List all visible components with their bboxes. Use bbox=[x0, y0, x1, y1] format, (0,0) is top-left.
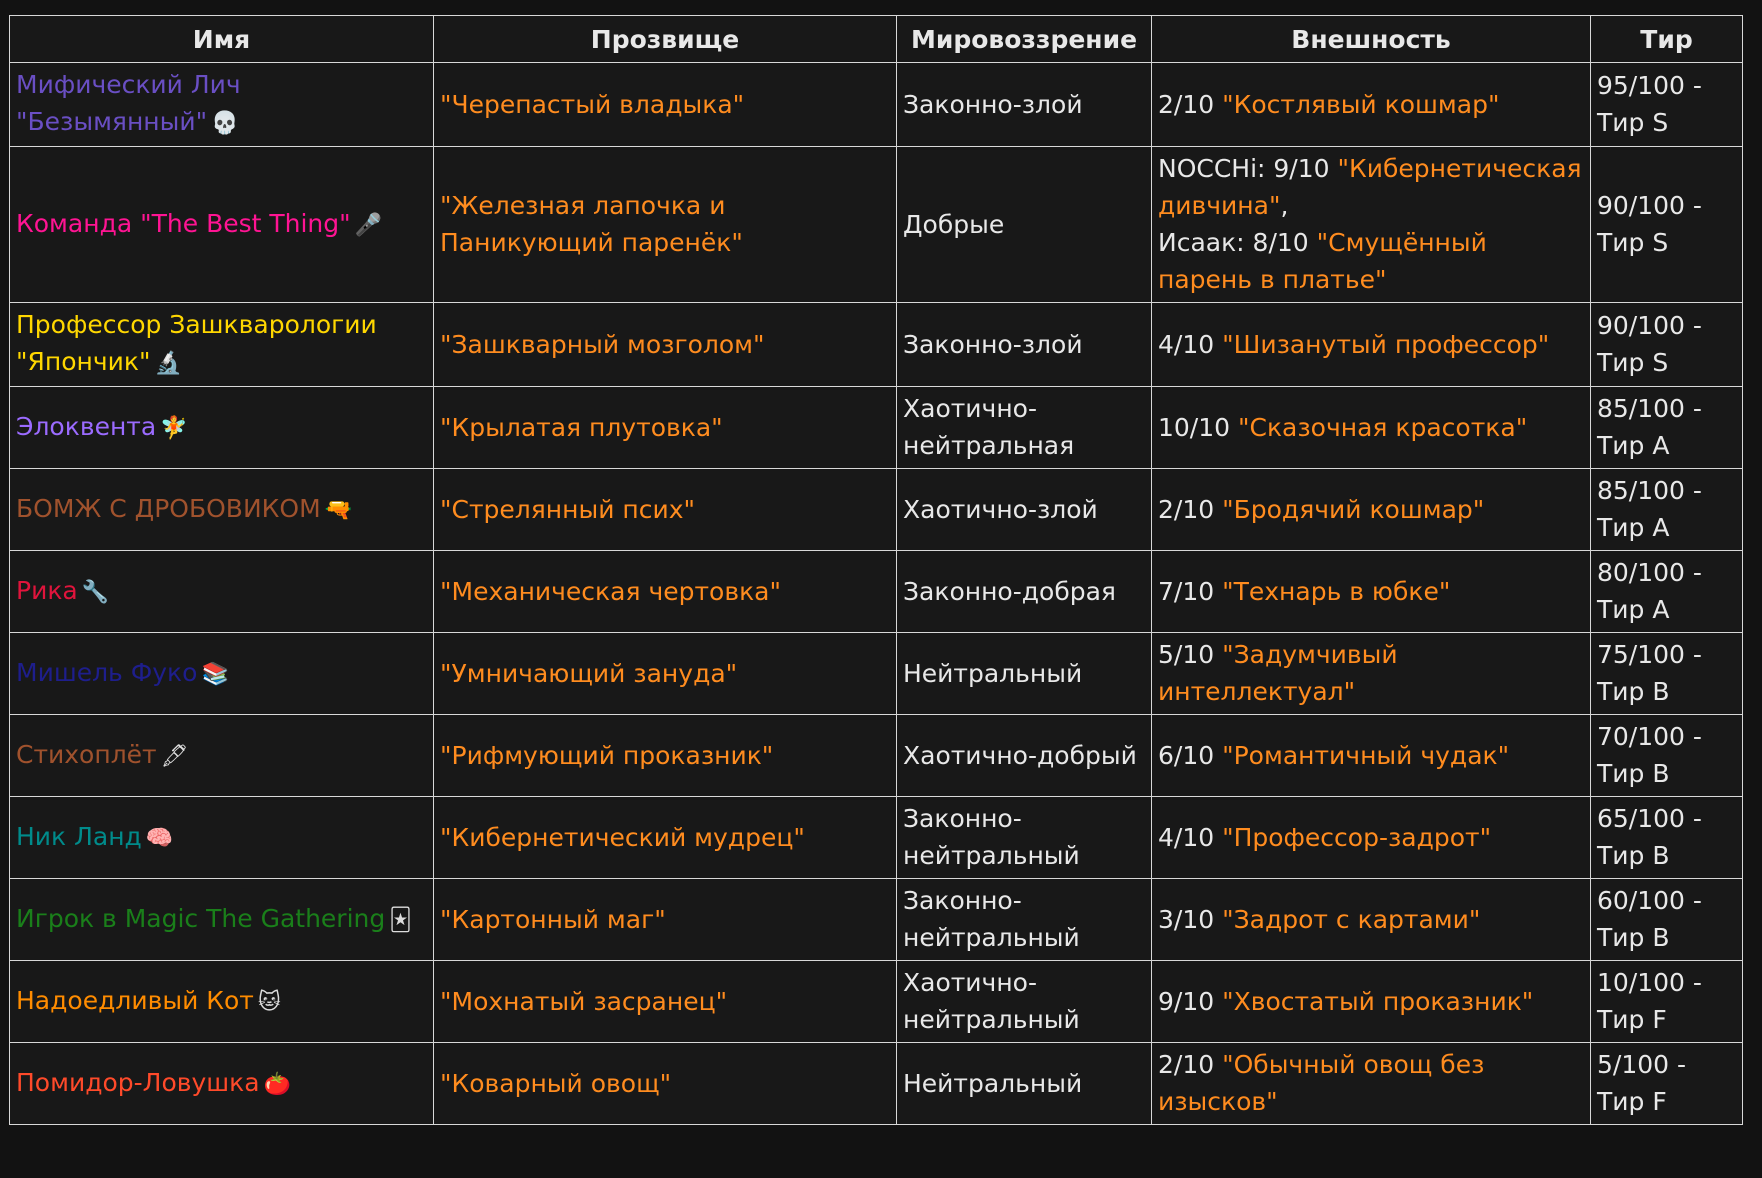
nickname-text: "Умничающий зануда" bbox=[440, 658, 738, 688]
table-row bbox=[10, 797, 1743, 879]
appearance-score: 2/10 bbox=[1158, 494, 1215, 524]
cell-alignment: Законно-злой bbox=[897, 303, 1152, 387]
cell-name bbox=[10, 551, 434, 633]
fairy-icon: 🧚 bbox=[160, 415, 188, 441]
table-row bbox=[10, 715, 1743, 797]
table-row bbox=[10, 879, 1743, 961]
appearance-quote: "Задумчивый интеллектуал" bbox=[1158, 640, 1398, 706]
character-name: Помидор-Ловушка bbox=[16, 1067, 260, 1097]
table-row bbox=[10, 303, 1743, 387]
cell-nickname bbox=[434, 63, 897, 147]
cell-nickname bbox=[434, 387, 897, 469]
nickname-text: "Черепастый владыка" bbox=[440, 89, 745, 119]
appearance-score-2: Исаак: 8/10 bbox=[1158, 228, 1309, 257]
nickname-text: "Зашкварный мозголом" bbox=[440, 329, 765, 359]
appearance-score: 2/10 bbox=[1158, 89, 1215, 119]
appearance-quote: "Бродячий кошмар" bbox=[1222, 494, 1485, 524]
cell-tier: 90/100 - Тир S bbox=[1591, 303, 1743, 387]
cell-name bbox=[10, 633, 434, 715]
cell-name bbox=[10, 303, 434, 387]
cell-alignment: Нейтральный bbox=[897, 1043, 1152, 1125]
table-row bbox=[10, 147, 1743, 303]
header-tier: Тир bbox=[1591, 16, 1743, 63]
cell-alignment: Нейтральный bbox=[897, 633, 1152, 715]
tomato-icon: 🍅 bbox=[263, 1071, 291, 1097]
water-pistol-icon: 🔫 bbox=[324, 497, 353, 523]
appearance-quote: "Костлявый кошмар" bbox=[1222, 89, 1500, 119]
cell-tier: 85/100 - Тир A bbox=[1591, 387, 1743, 469]
character-name: Профессор Зашкварологии "Япончик" bbox=[16, 310, 377, 376]
nickname-text: "Мохнатый засранец" bbox=[440, 986, 728, 1016]
appearance-quote: "Кибернетическая дивчина" bbox=[1158, 154, 1582, 220]
cell-appearance bbox=[1152, 961, 1591, 1043]
cell-nickname bbox=[434, 303, 897, 387]
appearance-score: 10/10 bbox=[1158, 412, 1231, 442]
cell-nickname bbox=[434, 797, 897, 879]
character-tier-table bbox=[9, 15, 1743, 1125]
cell-tier: 80/100 - Тир A bbox=[1591, 551, 1743, 633]
character-name: Мифический Лич "Безымянный" bbox=[16, 70, 241, 136]
cell-alignment: Законно-нейтральный bbox=[897, 879, 1152, 961]
cell-name bbox=[10, 63, 434, 147]
cell-appearance bbox=[1152, 633, 1591, 715]
cell-alignment: Законно-нейтральный bbox=[897, 797, 1152, 879]
header-alignment: Мировоззрение bbox=[897, 16, 1152, 63]
fountain-pen-icon: 🖋 bbox=[160, 743, 189, 769]
cell-appearance bbox=[1152, 715, 1591, 797]
cell-appearance bbox=[1152, 797, 1591, 879]
cell-appearance bbox=[1152, 879, 1591, 961]
cell-alignment: Законно-злой bbox=[897, 63, 1152, 147]
character-name: Ник Ланд bbox=[16, 821, 142, 851]
cell-appearance bbox=[1152, 1043, 1591, 1125]
cell-tier: 85/100 - Тир A bbox=[1591, 469, 1743, 551]
table-row bbox=[10, 633, 1743, 715]
character-name: Мишель Фуко bbox=[16, 657, 198, 687]
cell-name bbox=[10, 469, 434, 551]
table-row bbox=[10, 551, 1743, 633]
appearance-quote: "Шизанутый профессор" bbox=[1222, 329, 1550, 359]
table-row bbox=[10, 63, 1743, 147]
appearance-quote: "Обычный овощ без изысков" bbox=[1158, 1050, 1485, 1116]
microphone-icon: 🎤 bbox=[354, 212, 383, 238]
appearance-quote: "Романтичный чудак" bbox=[1222, 740, 1510, 770]
appearance-score: 4/10 bbox=[1158, 329, 1215, 359]
cell-alignment: Хаотично-злой bbox=[897, 469, 1152, 551]
nickname-text: "Коварный овощ" bbox=[440, 1068, 672, 1098]
nickname-text: "Рифмующий проказник" bbox=[440, 740, 774, 770]
cell-appearance bbox=[1152, 551, 1591, 633]
nickname-text: "Картонный маг" bbox=[440, 904, 666, 934]
appearance-separator: , bbox=[1280, 191, 1289, 220]
appearance-score: 3/10 bbox=[1158, 904, 1215, 934]
playing-card-icon: 🃏 bbox=[389, 907, 412, 933]
cell-nickname bbox=[434, 715, 897, 797]
cell-alignment: Хаотично-нейтральный bbox=[897, 961, 1152, 1043]
cell-name bbox=[10, 961, 434, 1043]
cell-alignment: Добрые bbox=[897, 147, 1152, 303]
cat-face-icon: 🐱 bbox=[257, 989, 281, 1015]
cell-tier: 60/100 - Тир B bbox=[1591, 879, 1743, 961]
appearance-score: 4/10 bbox=[1158, 822, 1215, 852]
nickname-text: "Крылатая плутовка" bbox=[440, 412, 723, 442]
cell-nickname bbox=[434, 469, 897, 551]
appearance-quote-2: "Смущённый парень в платье" bbox=[1158, 228, 1487, 294]
character-name: Рика bbox=[16, 575, 78, 605]
cell-appearance bbox=[1152, 147, 1591, 303]
cell-name bbox=[10, 1043, 434, 1125]
cell-tier: 90/100 - Тир S bbox=[1591, 147, 1743, 303]
character-name: БОМЖ С ДРОБОВИКОМ bbox=[16, 493, 321, 523]
nickname-text: "Железная лапочка и Паникующий паренёк" bbox=[440, 191, 743, 257]
nickname-text: "Механическая чертовка" bbox=[440, 576, 781, 606]
character-name: Надоедливый Кот bbox=[16, 985, 254, 1015]
cell-name bbox=[10, 387, 434, 469]
appearance-quote: "Сказочная красотка" bbox=[1238, 412, 1528, 442]
wrench-icon: 🔧 bbox=[81, 579, 110, 605]
cell-tier: 95/100 - Тир S bbox=[1591, 63, 1743, 147]
table-row bbox=[10, 469, 1743, 551]
cell-alignment: Хаотично-добрый bbox=[897, 715, 1152, 797]
cell-tier: 75/100 - Тир B bbox=[1591, 633, 1743, 715]
character-table-wrapper bbox=[9, 15, 1743, 1125]
cell-tier: 10/100 - Тир F bbox=[1591, 961, 1743, 1043]
skull-icon: 💀 bbox=[211, 111, 239, 136]
cell-nickname bbox=[434, 879, 897, 961]
cell-tier: 5/100 - Тир F bbox=[1591, 1043, 1743, 1125]
appearance-score: 7/10 bbox=[1158, 576, 1215, 606]
appearance-quote: "Хвостатый проказник" bbox=[1222, 986, 1534, 1016]
cell-tier: 65/100 - Тир B bbox=[1591, 797, 1743, 879]
appearance-score: 9/10 bbox=[1158, 986, 1215, 1016]
appearance-score: 5/10 bbox=[1158, 640, 1215, 669]
cell-name bbox=[10, 147, 434, 303]
header-nickname: Прозвище bbox=[434, 16, 897, 63]
appearance-quote: "Задрот с картами" bbox=[1222, 904, 1481, 934]
character-name: Команда "The Best Thing" bbox=[16, 208, 351, 238]
brain-icon: 🧠 bbox=[145, 825, 174, 851]
cell-tier: 70/100 - Тир B bbox=[1591, 715, 1743, 797]
cell-appearance bbox=[1152, 387, 1591, 469]
cell-appearance bbox=[1152, 469, 1591, 551]
table-row bbox=[10, 387, 1743, 469]
cell-nickname bbox=[434, 633, 897, 715]
cell-name bbox=[10, 715, 434, 797]
appearance-score: 6/10 bbox=[1158, 740, 1215, 770]
appearance-quote: "Профессор-задрот" bbox=[1222, 822, 1492, 852]
character-name: Стихоплёт bbox=[16, 739, 157, 769]
cell-appearance bbox=[1152, 303, 1591, 387]
header-name: Имя bbox=[10, 16, 434, 63]
microscope-icon: 🔬 bbox=[154, 351, 182, 376]
nickname-text: "Кибернетический мудрец" bbox=[440, 822, 805, 852]
header-row bbox=[10, 16, 1743, 63]
table-row bbox=[10, 1043, 1743, 1125]
cell-name bbox=[10, 879, 434, 961]
header-appearance: Внешность bbox=[1152, 16, 1591, 63]
cell-name bbox=[10, 797, 434, 879]
character-name: Элоквента bbox=[16, 411, 157, 441]
appearance-score: NOCCHi: 9/10 bbox=[1158, 154, 1330, 183]
appearance-quote: "Технарь в юбке" bbox=[1222, 576, 1451, 606]
cell-appearance bbox=[1152, 63, 1591, 147]
cell-alignment: Законно-добрая bbox=[897, 551, 1152, 633]
cell-nickname bbox=[434, 551, 897, 633]
appearance-score: 2/10 bbox=[1158, 1050, 1215, 1079]
cell-alignment: Хаотично-нейтральная bbox=[897, 387, 1152, 469]
nickname-text: "Стрелянный псих" bbox=[440, 494, 696, 524]
cell-nickname bbox=[434, 1043, 897, 1125]
books-icon: 📚 bbox=[201, 661, 229, 687]
cell-nickname bbox=[434, 961, 897, 1043]
character-name: Игрок в Magic The Gathering bbox=[16, 903, 386, 933]
table-row bbox=[10, 961, 1743, 1043]
cell-nickname bbox=[434, 147, 897, 303]
